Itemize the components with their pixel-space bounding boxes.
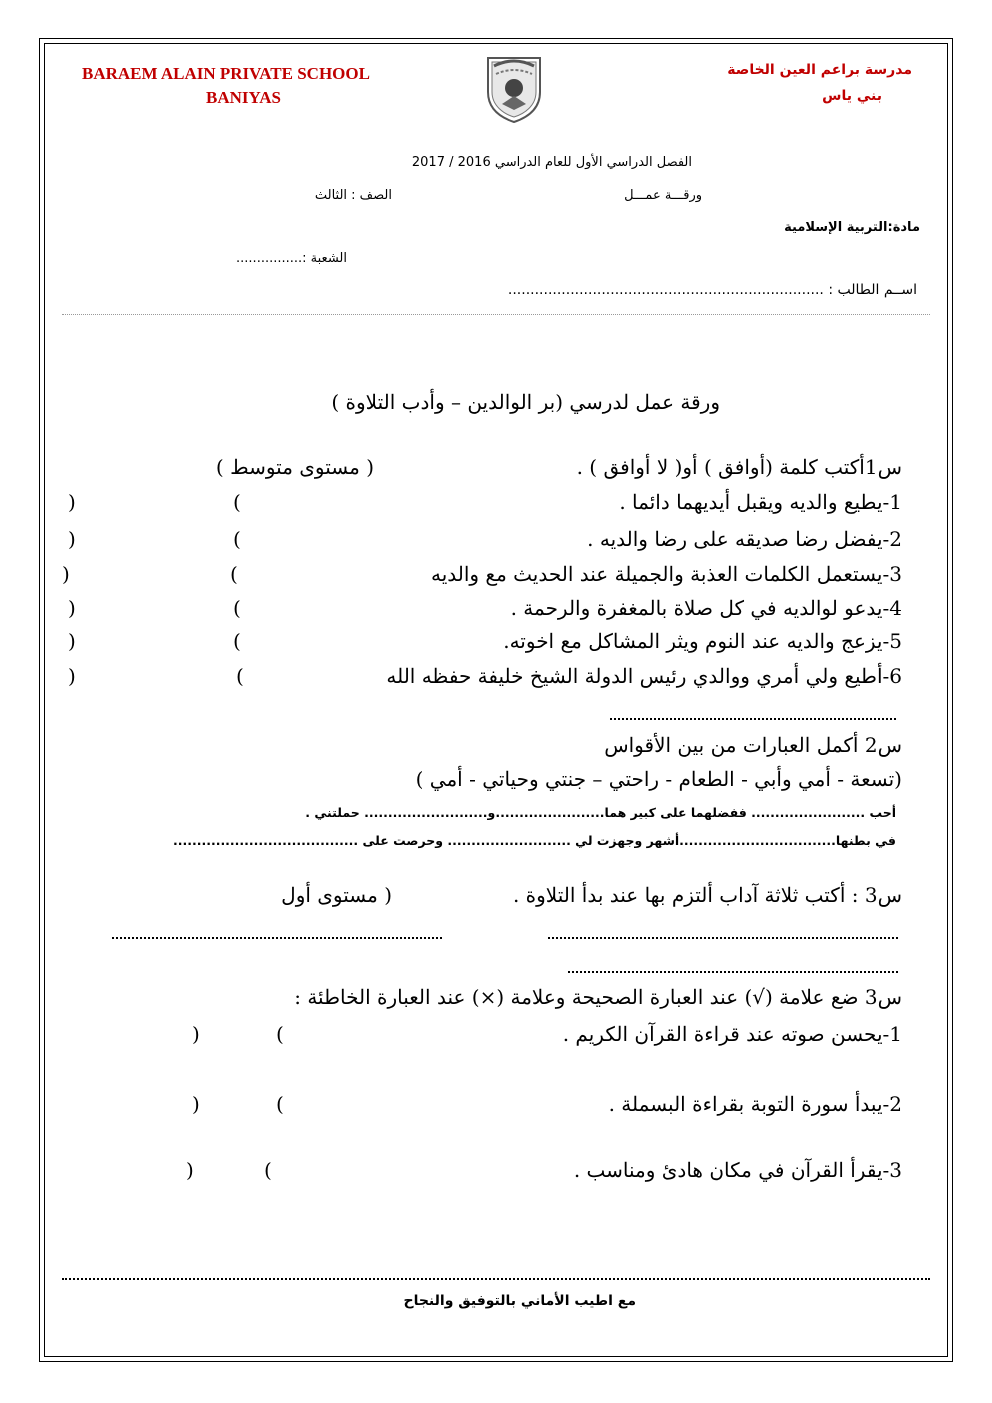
q1-item-3: 3-يستعمل الكلمات العذبة والجميلة عند الحديث مع والديه xyxy=(430,562,902,586)
student-name-field[interactable]: اســم الطالب : ....................................................................... xyxy=(507,282,917,298)
worksheet-title: ورقة عمل لدرسي (بر الوالدين – وأدب التلاوة ) xyxy=(331,390,720,414)
grade-label: الصف : الثالث xyxy=(314,188,392,203)
q4-answer-close-2: ) xyxy=(192,1092,200,1116)
q1-answer-open-2: ( xyxy=(233,527,241,551)
q1-item-2: 2-يفضل رضا صديقه على رضا والديه . xyxy=(587,527,902,551)
q3-answer-line-2[interactable] xyxy=(112,937,442,939)
q1-item-6-continuation-line[interactable] xyxy=(610,718,896,720)
q1-item-6: 6-أطيع ولي أمري ووالدي رئيس الدولة الشيخ خليفة حفظه الله xyxy=(386,664,902,688)
school-name-en: BARAEM ALAIN PRIVATE SCHOOL xyxy=(82,64,370,83)
q1-answer-open-6: ( xyxy=(236,664,244,688)
semester-title: الفصل الدراسي الأول للعام الدراسي 2016 / 2017 xyxy=(411,155,692,170)
header-divider xyxy=(62,314,930,315)
q1-answer-close-6: ) xyxy=(68,664,76,688)
q1-answer-open-5: ( xyxy=(233,629,241,653)
q2-line-1[interactable]: أحب ........................ ففضلهما على كبير هما.......................و.......................... حملتني . xyxy=(305,805,896,820)
q1-answer-open-4: ( xyxy=(233,596,241,620)
q4-answer-close-1: ) xyxy=(192,1022,200,1046)
q1-item-1: 1-يطيع والديه ويقبل أيديهما دائما . xyxy=(619,490,902,514)
q2-prompt: س2 أكمل العبارات من بين الأقواس xyxy=(604,733,902,757)
q4-item-1: 1-يحسن صوته عند قراءة القرآن الكريم . xyxy=(562,1022,902,1046)
q4-answer-open-2: ( xyxy=(276,1092,284,1116)
q4-answer-close-3: ) xyxy=(186,1158,194,1182)
q1-answer-open-1: ( xyxy=(233,490,241,514)
q3-answer-line-1[interactable] xyxy=(548,937,898,939)
school-city-en: BANIYAS xyxy=(206,88,281,107)
q3-level: ( مستوى أول xyxy=(281,883,392,907)
q3-prompt: س3 : أكتب ثلاثة آداب ألتزم بها عند بدأ التلاوة . xyxy=(512,883,902,907)
q4-prompt: س3 ضع علامة (√) عند العبارة الصحيحة وعلامة (×) عند العبارة الخاطئة : xyxy=(294,985,902,1009)
q4-answer-open-3: ( xyxy=(264,1158,272,1182)
school-name-ar: مدرسة براعم العين الخاصة xyxy=(727,62,912,78)
q1-answer-close-5: ) xyxy=(68,629,76,653)
school-city-ar: بني ياس xyxy=(822,88,882,104)
q1-answer-close-2: ) xyxy=(68,527,76,551)
subject-label: مادة:التربية الإسلامية xyxy=(784,220,920,235)
q1-answer-close-3: ) xyxy=(62,562,70,586)
q2-line-2[interactable]: في بطنها.................................أشهر وجهزت لي .......................... وحرصت على ....................................... xyxy=(172,833,896,848)
q3-answer-line-3[interactable] xyxy=(568,971,898,973)
footer-message: مع اطيب الأماني بالتوفيق والنجاح xyxy=(403,1293,636,1309)
q1-answer-close-4: ) xyxy=(68,596,76,620)
q2-options: (تسعة - أمي وأبي - الطعام - راحتي – جنتي وحياتي - أمي ) xyxy=(415,767,902,791)
footer-divider xyxy=(62,1278,930,1280)
q4-answer-open-1: ( xyxy=(276,1022,284,1046)
q1-answer-open-3: ( xyxy=(230,562,238,586)
school-crest-icon xyxy=(482,54,546,124)
q1-level: ( مستوى متوسط ) xyxy=(215,455,374,479)
q1-item-5: 5-يزعج والديه عند النوم ويثر المشاكل مع اخوته. xyxy=(503,629,902,653)
q4-item-3: 3-يقرأ القرآن في مكان هادئ ومناسب . xyxy=(573,1158,902,1182)
q1-prompt: س1أكتب كلمة (أوافق ) أو( لا أوافق ) . xyxy=(576,455,902,479)
q4-item-2: 2-يبدأ سورة التوبة بقراءة البسملة . xyxy=(608,1092,902,1116)
q1-item-4: 4-يدعو لوالديه في كل صلاة بالمغفرة والرحمة . xyxy=(510,596,902,620)
worksheet-label: ورقـــة عمـــل xyxy=(624,188,702,203)
section-field[interactable]: الشعبة :................ xyxy=(236,251,347,266)
q1-answer-close-1: ) xyxy=(68,490,76,514)
